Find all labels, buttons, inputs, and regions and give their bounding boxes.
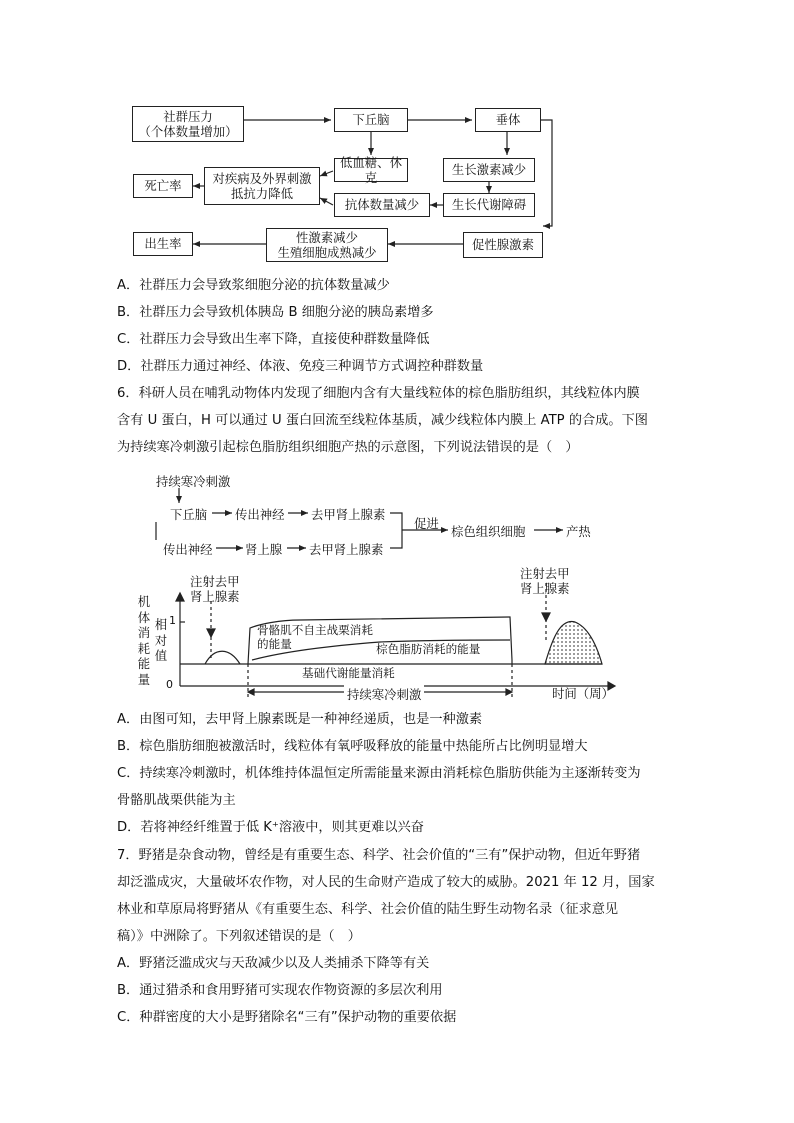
- q7-option-b: B．通过猎杀和食用野猪可实现农作物资源的多层次利用: [117, 983, 443, 998]
- q6-option-c: C．持续寒冷刺激时，机体维持体温恒定所需能量来源由消耗棕色脂肪供能为主逐渐转变为: [117, 766, 641, 781]
- chart-ylabel: [137, 594, 151, 687]
- q6-option-d: D．若将神经纤维置于低 K⁺溶液中，则其更难以兴奋: [117, 820, 424, 835]
- ylabel-char-4: 耗: [137, 640, 151, 656]
- q5-option-d: D．社群压力通过神经、体液、免疫三种调节方式调控种群数量: [117, 359, 484, 374]
- q7-stem-line-3: 林业和草原局将野猪从《有重要生态、科学、社会价值的陆生野生动物名录（征求意见: [117, 902, 619, 917]
- q7-stem-line-2: 却泛滥成灾，大量破坏农作物，对人民的生命财产造成了较大的威胁。2021 年 12 月，国家: [117, 875, 655, 890]
- box-hypoglycemia: 低血糖、休克: [334, 158, 408, 182]
- q7-option-c: C．种群密度的大小是野猪除名“三有”保护动物的重要依据: [117, 1010, 457, 1025]
- ylabel-char-3: 消: [137, 625, 151, 640]
- q7-stem-line-4: 稿）》中洲除了。下列叙述错误的是（ ）: [117, 929, 361, 944]
- resistance-line-1: 对疾病及外界刺激: [212, 170, 312, 186]
- ylabel-char-2: 体: [137, 609, 151, 625]
- ylabel-char-1: 机: [137, 594, 151, 609]
- q6-option-a: A．由图可知，去甲肾上腺素既是一种神经递质，也是一种激素: [117, 712, 483, 727]
- q6-option-c-cont: 骨骼肌战栗供能为主: [117, 793, 236, 808]
- q5-option-b: B．社群压力会导致机体胰岛 B 细胞分泌的胰岛素增多: [117, 305, 434, 320]
- social-pressure-sub: （个体数量增加）: [138, 124, 238, 139]
- q5-option-c: C．社群压力会导致出生率下降，直接使种群数量降低: [117, 332, 430, 347]
- q6-stem-line-1: 6．科研人员在哺乳动物体内发现了细胞内含有大量线粒体的棕色脂肪组织，其线粒体内膜: [117, 386, 640, 401]
- shiver-label: [257, 623, 373, 651]
- q6-flow-efferent-1: 传出神经: [235, 507, 285, 522]
- q6-flow-ne-1: 去甲肾上腺素: [311, 507, 386, 522]
- inject-left-line-1: 注射去甲: [190, 574, 240, 589]
- inject-right-line-2: 肾上腺素: [520, 581, 570, 596]
- shiver-line-2: 的能量: [257, 637, 292, 651]
- brown-fat-label: 棕色脂肪消耗的能量: [376, 642, 481, 656]
- second-injection-hump: [545, 622, 602, 664]
- q7-option-a: A．野猪泛滥成灾与天敌减少以及人类捕杀下降等有关: [117, 956, 430, 971]
- sex-hormone-line-1: 性激素减少: [296, 229, 358, 245]
- q6-flow-stimulus: 持续寒冷刺激: [156, 474, 231, 489]
- ylabel-char-6: 量: [137, 671, 151, 687]
- chart-xlabel: 时间（周）: [552, 686, 614, 701]
- q7-stem-line-1: 7．野猪是杂食动物，曾经是有重要生态、科学、社会价值的“三有”保护动物，但近年野猪: [117, 848, 641, 863]
- cold-label: 持续寒冷刺激: [344, 685, 424, 703]
- chart-origin: 0: [166, 678, 173, 691]
- inject-right-line-1: 注射去甲: [520, 566, 570, 581]
- shiver-line-1: 骨骼肌不自主战栗消耗: [257, 623, 373, 637]
- box-growth-disorder: 生长代谢障碍: [443, 193, 535, 217]
- sex-hormone-line-2: 生殖细胞成熟减少: [277, 245, 377, 260]
- ylabel2-char-1: 相: [154, 617, 168, 632]
- box-death-rate: 死亡率: [133, 174, 193, 198]
- ylabel-char-5: 能: [137, 656, 151, 671]
- chart-tick-1: 1: [169, 614, 176, 627]
- q6-option-b: B．棕色脂肪细胞被激活时，线粒体有氧呼吸释放的能量中热能所占比例明显增大: [117, 739, 588, 754]
- inject-left-line-2: 肾上腺素: [190, 589, 240, 604]
- q6-flow-adrenal: 肾上腺: [245, 542, 283, 557]
- inject-left-label: [190, 574, 240, 604]
- q6-flow-efferent-2: 传出神经: [163, 542, 213, 557]
- first-injection-bump: [205, 651, 240, 664]
- ylabel2-char-3: 值: [154, 648, 168, 663]
- box-hypothalamus: 下丘脑: [334, 108, 408, 132]
- q6-flow-heat: 产热: [566, 524, 591, 539]
- inject-right-label: [520, 566, 570, 596]
- q6-stem-line-3: 为持续寒冷刺激引起棕色脂肪组织细胞产热的示意图，下列说法错误的是（ ）: [117, 440, 579, 455]
- box-pituitary: 垂体: [475, 108, 541, 132]
- q6-options: [117, 706, 677, 841]
- chart-ylabel-2: [154, 617, 168, 664]
- box-birth-rate: 出生率: [133, 232, 193, 256]
- q6-flow-hypothalamus: 下丘脑: [170, 507, 208, 522]
- basal-label: 基础代谢能量消耗: [302, 666, 395, 680]
- box-gh-down: 生长激素减少: [443, 158, 535, 182]
- resistance-line-2: 抵抗力降低: [231, 186, 293, 201]
- q6-flow-promote: 促进: [414, 516, 439, 531]
- q6-flow-ne-2: 去甲肾上腺素: [309, 542, 384, 557]
- box-gonadotropin: 促性腺激素: [463, 232, 543, 258]
- box-antibody-down: 抗体数量减少: [334, 193, 430, 217]
- q7-options: [117, 950, 677, 1031]
- q6-stem-line-2: 含有 U 蛋白，H 可以通过 U 蛋白回流至线粒体基质，减少线粒体内膜上 ATP 的合成。下图: [117, 413, 648, 428]
- q7-stem: [117, 842, 677, 950]
- social-pressure-label: 社群压力: [163, 108, 213, 124]
- q6-flow-brown-cell: 棕色组织细胞: [451, 524, 526, 539]
- q5-option-a: A．社群压力会导致浆细胞分泌的抗体数量减少: [117, 278, 390, 293]
- ylabel2-char-2: 对: [154, 632, 168, 648]
